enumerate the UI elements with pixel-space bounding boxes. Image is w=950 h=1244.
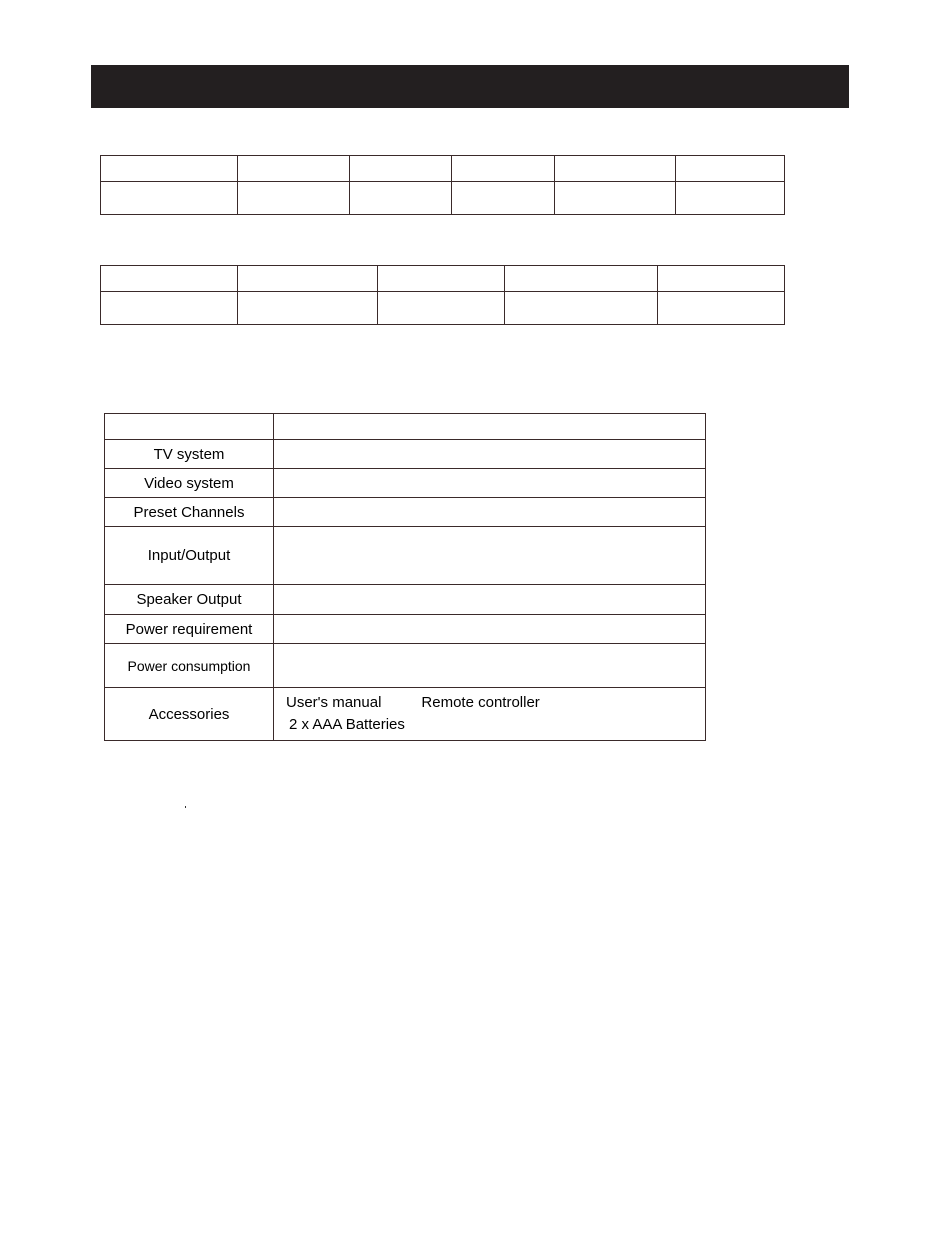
blank-table-top: [100, 155, 785, 215]
spec-value: [274, 585, 706, 615]
table-cell: [238, 156, 350, 182]
accessory-remote-controller: Remote controller: [421, 694, 540, 711]
table-cell: [101, 156, 238, 182]
table-row: [101, 156, 785, 182]
spec-label-speaker-output: Speaker Output: [105, 585, 274, 615]
table-cell: [505, 266, 658, 292]
spec-label-tv-system: TV system: [105, 440, 274, 469]
blank-table-middle: [100, 265, 785, 325]
table-cell: [350, 182, 452, 215]
spec-value: [274, 469, 706, 498]
table-row: [105, 527, 706, 585]
table-row: [105, 615, 706, 644]
table-row: [105, 644, 706, 688]
table-row: [105, 469, 706, 498]
table-cell: [452, 182, 555, 215]
accessory-batteries: 2 x AAA Batteries: [289, 716, 405, 733]
table-cell: [555, 156, 676, 182]
table-cell: [676, 182, 785, 215]
spec-label-power-requirement: Power requirement: [105, 615, 274, 644]
spec-label-video-system: Video system: [105, 469, 274, 498]
accessories-line: [274, 692, 705, 714]
table-row: [105, 440, 706, 469]
accessory-users-manual: User's manual: [286, 694, 382, 711]
table-row: [101, 266, 785, 292]
accessories-value: [274, 688, 706, 741]
table-row: [105, 585, 706, 615]
table-row: [105, 414, 706, 440]
spec-label: [105, 414, 274, 440]
spec-value: [274, 615, 706, 644]
table-cell: [378, 292, 505, 325]
header-bar: [91, 65, 849, 108]
table-cell: [676, 156, 785, 182]
table-cell: [350, 156, 452, 182]
table-cell: [101, 266, 238, 292]
table-row: [105, 498, 706, 527]
spec-label-power-consumption: Power consumption: [105, 644, 274, 688]
table-cell: [658, 292, 785, 325]
spec-value: [274, 498, 706, 527]
spec-label-input-output: Input/Output: [105, 527, 274, 585]
table-cell: [238, 292, 378, 325]
table-cell: [238, 266, 378, 292]
table-cell: [505, 292, 658, 325]
stray-mark: [185, 806, 186, 808]
spec-label-accessories: Accessories: [105, 688, 274, 741]
table-cell: [658, 266, 785, 292]
table-cell: [101, 182, 238, 215]
table-row: [105, 688, 706, 741]
table-row: [101, 182, 785, 215]
spec-value: [274, 414, 706, 440]
spec-value: [274, 644, 706, 688]
table-cell: [452, 156, 555, 182]
table-cell: [378, 266, 505, 292]
spec-value: [274, 440, 706, 469]
spec-label-preset-channels: Preset Channels: [105, 498, 274, 527]
table-cell: [555, 182, 676, 215]
table-cell: [101, 292, 238, 325]
table-cell: [238, 182, 350, 215]
spec-value: [274, 527, 706, 585]
table-row: [101, 292, 785, 325]
specifications-table: [104, 413, 706, 741]
